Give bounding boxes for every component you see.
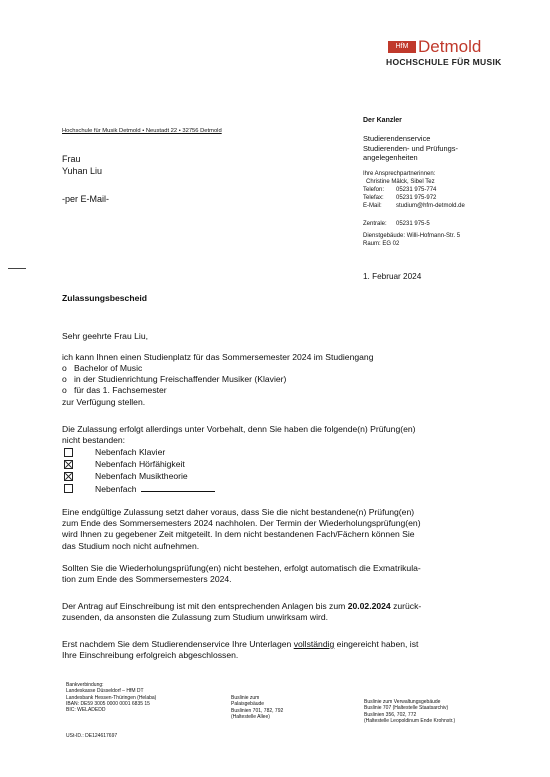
subject-label: Nebenfach Hörfähigkeit	[95, 459, 185, 469]
bullet-list	[62, 363, 492, 397]
paragraph-exmatriculation: Sollten Sie die Wiederholungsprüfung(en) nicht bestehen, erfolgt automatisch die Exmatrikula- tion zum Ende des Sommersemesters 2024.	[62, 563, 421, 585]
logo-badge: HfM	[388, 41, 416, 53]
subject-label: Nebenfach Klavier	[95, 447, 166, 457]
intro-end: zur Verfügung stellen.	[62, 397, 146, 407]
intro-text: ich kann Ihnen einen Studienplatz für das Sommersemester 2024 im Studiengang	[62, 352, 374, 362]
central-row: Zentrale: 05231 975-5	[363, 221, 430, 227]
subject: Zulassungsbescheid	[62, 293, 148, 303]
sender-line: Hochschule für Musik Detmold • Neustadt 22 • 32756 Detmold	[62, 128, 222, 134]
blank-line	[141, 483, 215, 492]
letter-date: 1. Februar 2024	[363, 272, 422, 281]
greeting: Sehr geehrte Frau Liu,	[62, 331, 148, 341]
subject-label: Nebenfach Musiktheorie	[95, 471, 188, 481]
footer-bus-verwaltung: Buslinie zum Verwaltungsgebäude Buslinie 707 (Haltestelle Staatsarchiv) Buslinien 356, 702, 772 (Haltestelle Leopoldinum Ende Krohnstr.)	[364, 699, 456, 724]
checkbox-other[interactable]	[64, 484, 73, 493]
checkbox-musiktheorie[interactable]	[64, 472, 73, 481]
delivery-note: -per E-Mail-	[62, 194, 110, 204]
contact-names: Christine Mälck, Sibel Tez	[366, 179, 435, 185]
office-department: Studierendenservice Studierenden- und Prüfungs- angelegenheiten	[363, 134, 458, 162]
phone-row: Telefon: 05231 975-774	[363, 187, 437, 193]
checkbox-hoerfaehigkeit[interactable]	[64, 460, 73, 469]
fold-mark	[8, 268, 26, 269]
fax-row: Telefax: 05231 975-972	[363, 195, 437, 201]
bullet-item: o für das 1. Fachsemester	[62, 385, 167, 396]
recipient-name: Yuhan Liu	[62, 166, 103, 176]
footer-ust: USt-ID.: DE124617697	[66, 733, 118, 739]
email-row[interactable]: E-Mail: studium@hfm-detmold.de	[363, 203, 465, 209]
paragraph-retake: Eine endgültige Zulassung setzt daher voraus, dass Sie die nicht bestandene(n) Prüfung(en) zum Ende des Sommersemesters 2024 nachholen. Der Termin der Wiederholungsprüfung(en) wird Ihnen zu gegebener Zeit mitgeteilt. In dem nicht bestandenen Fach/Fächern können Sie das Studium noch nicht aufnehmen.	[62, 507, 421, 551]
contact-label: Ihre Ansprechpartnerinnen:	[363, 171, 436, 177]
checkbox-klavier[interactable]	[64, 448, 73, 457]
office-title: Der Kanzler	[363, 117, 402, 124]
footer-bus-palais: Buslinie zum Palaisgebäude Buslinien 701, 782, 792 (Haltestelle Allee)	[231, 695, 284, 720]
footer-bank: Bankverbindung: Landeskasse Düsseldorf – HfM DT Landesbank Hessen-Thüringen (Helaba) IBAN: DE59 3005 0000 0001 6835 15 BIC: WELADEDD	[66, 682, 157, 714]
logo-name: Detmold	[418, 37, 482, 56]
subject-label-other: Nebenfach	[95, 483, 295, 495]
paragraph-deadline: Der Antrag auf Einschreibung ist mit den entsprechenden Anlagen bis zum 20.02.2024 zurück- zusenden, da ansonsten die Zulassung zum Studium unwirksam wird.	[62, 601, 422, 623]
logo-subtitle: HOCHSCHULE FÜR MUSIK	[386, 57, 502, 67]
paragraph-enrollment: Erst nachdem Sie dem Studierendenservice Ihre Unterlagen vollständig eingereicht haben, ist Ihre Einschreibung erfolgreich abgeschlossen.	[62, 639, 419, 661]
condition-text: Die Zulassung erfolgt allerdings unter Vorbehalt, denn Sie haben die folgende(n) Prüfung(en) nicht bestanden:	[62, 424, 416, 446]
bullet-item: o Bachelor of Music	[62, 363, 143, 373]
building: Dienstgebäude: Willi-Hofmann-Str. 5	[363, 233, 461, 239]
recipient-salutation: Frau	[62, 154, 81, 164]
room: Raum: EG 02	[363, 241, 400, 247]
bullet-item: o in der Studienrichtung Freischaffender Musiker (Klavier)	[62, 374, 287, 385]
